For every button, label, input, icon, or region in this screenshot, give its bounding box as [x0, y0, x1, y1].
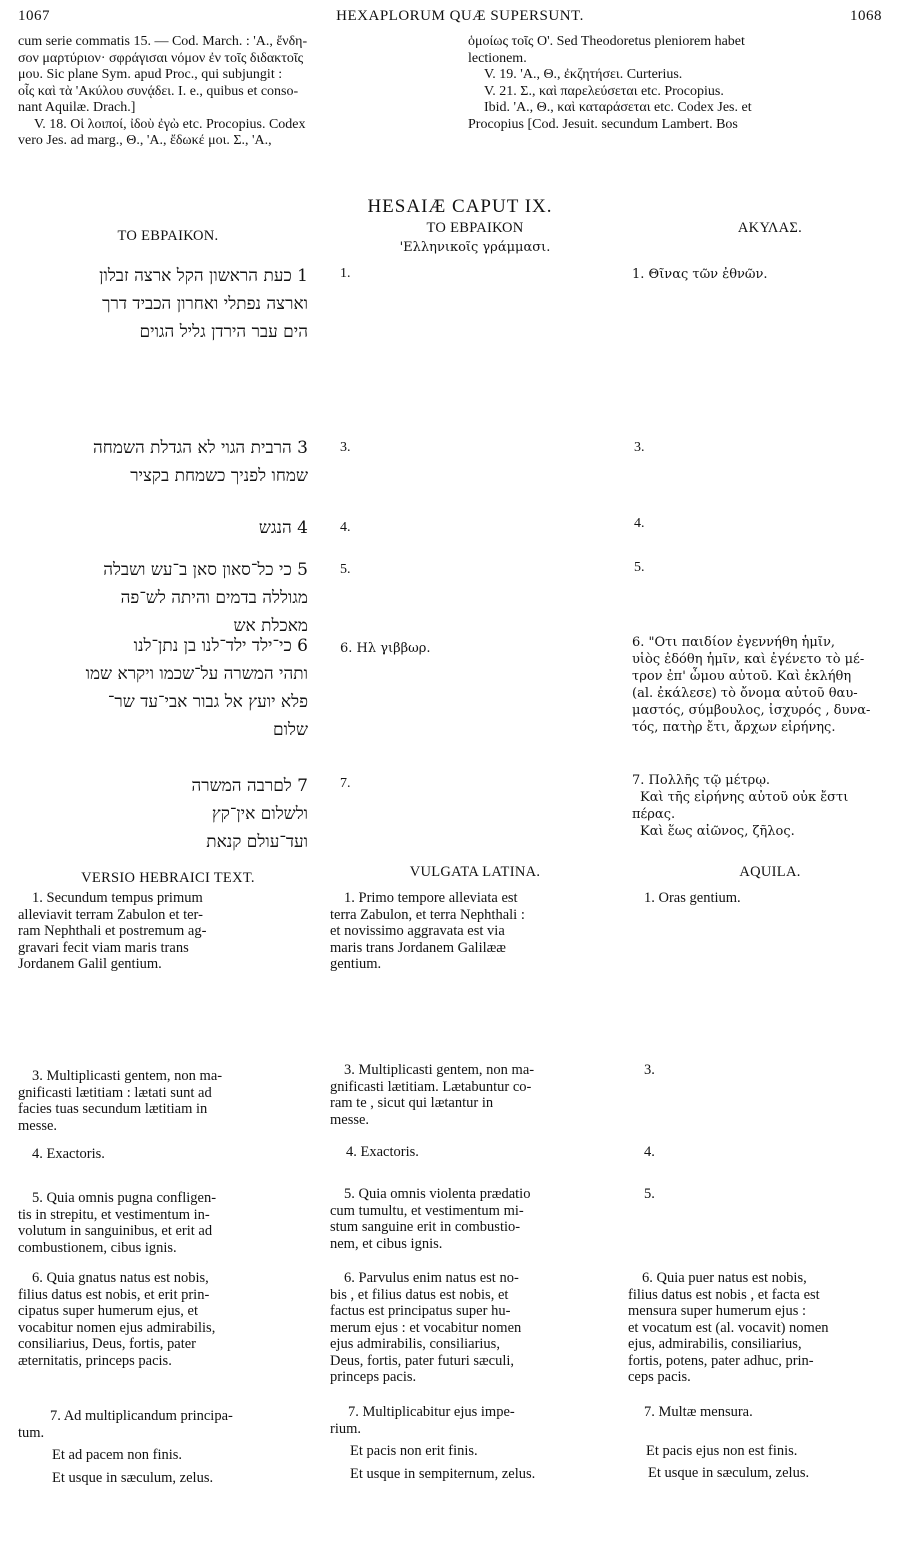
column-head-transliteration: ΤΟ ΕΒΡΑΙΚΟΝ [426, 220, 524, 236]
note-line: lectionem. [468, 50, 527, 66]
note-line: vero Jes. ad marg., Θ., 'A., ἔδωκέ μοι. Σ., 'A., [18, 133, 272, 148]
aquila-verse-5: 5. [634, 560, 645, 575]
translit-verse-7: 7. [340, 776, 351, 791]
aquila-latin-v6: 6. Quia puer natus est nobis, filius datus est nobis , et facta est mensura super humerum ejus : et vocatum est (al. vocavit) nomen ejus, admirabilis, consiliarius, fortis, potens, pater adhuc, prin- ceps pacis. [628, 1270, 829, 1385]
vulgata-latin-v6: 6. Parvulus enim natus est no- bis , et filius datus est nobis, et factus est principatus super hu- merum ejus : et vocabitur nomen ejus admirabilis, consiliarius, Deus, fortis, pater futuri sæculi, princeps pacis. [330, 1270, 522, 1385]
column-head-aquila-latin: AQUILA. [739, 864, 801, 880]
aquila-latin-v7: 7. Multæ mensura. Et pacis ejus non est finis. Et usque in sæculum, zelus. [644, 1404, 810, 1481]
aquila-verse-7: 7. Πολλῆς τῷ μέτρῳ. Καὶ τῆς εἰρήνης αὐτοῦ οὐκ ἔστι πέρας. Καὶ ἕως αἰῶνος, ζῆλος. [632, 773, 849, 839]
translit-verse-5: 5. [340, 562, 351, 577]
translit-verse-3: 3. [340, 440, 351, 455]
column-head-versio-hebraici: VERSIO HEBRAICI TEXT. [81, 870, 255, 886]
aquila-verse-1: 1. Θῖνας τῶν ἐθνῶν. [632, 267, 768, 282]
hebrew-verse-1: 1 כעת הראשון הקל ארצה זבלון וארצה נפתלי ואחרון הכביד דרך הים עבר הירדן גליל הגוים [99, 266, 308, 342]
note-line: Procopius [Cod. Jesuit. secundum Lambert. Bos [468, 116, 738, 132]
hebraici-latin-v5: 5. Quia omnis pugna confligen- tis in strepitu, et vestimentum in- volutum in sanguinibus, et erit ad combustionem, cibus ignis. [18, 1190, 217, 1256]
running-title: HEXAPLORUM QUÆ SUPERSUNT. [336, 8, 584, 24]
vulgata-latin-v4: 4. Exactoris. [346, 1144, 419, 1160]
column-subhead-transliteration: 'Ελληνικοῖς γράμμασι. [399, 240, 551, 255]
aquila-verse-3: 3. [634, 440, 645, 455]
page-number-left: 1067 [18, 8, 50, 24]
column-head-vulgata: VULGATA LATINA. [409, 864, 541, 880]
hebrew-verse-7: 7 לםרבה המשרה ולשלום אין־קץ ועד־עולם קנאת [191, 776, 308, 852]
column-head-hebrew: ΤΟ ΕΒΡΑΙΚΟΝ. [117, 228, 219, 244]
aquila-latin-v5: 5. [644, 1186, 655, 1202]
note-line: V. 21. Σ., καὶ παρελεύσεται etc. Procopius. [484, 83, 724, 99]
translit-verse-4: 4. [340, 520, 351, 535]
column-head-aquila: ΑΚΥΛΑΣ. [737, 220, 803, 236]
hebraici-latin-v6: 6. Quia gnatus natus est nobis, filius datus est nobis, et erit prin- cipatus super humerum ejus, et vocabitur nomen ejus admirabilis, consiliarius, Deus, fortis, pater æternitatis, princeps pacis. [18, 1270, 216, 1369]
page-number-right: 1068 [850, 8, 882, 24]
translit-verse-1: 1. [340, 266, 351, 281]
hebraici-latin-v7: 7. Ad multiplicandum principa- tum. Et ad pacem non finis. Et usque in sæculum, zelus. [18, 1408, 233, 1486]
note-line: σον μαρτύριον· σφράγισαι νόμον ἐν τοῖς διδακτοῖς [18, 50, 304, 66]
aquila-latin-v1: 1. Oras gentium. [644, 890, 741, 906]
translit-verse-6: 6. Ηλ γιββωρ. [340, 641, 431, 656]
note-line: nant Aquilæ. Drach.] [18, 100, 136, 115]
hebrew-verse-6: 6 כי־ילד ילד־לנו בן נתן־לנו ותהי המשרה על־שכמו ויקרא שמו פלא יועץ אל גבור אבי־עד שר־ שלום [85, 636, 308, 740]
note-line: V. 18. Οἱ λοιποί, ἰδοὺ ἐγὼ etc. Procopius. Codex [34, 116, 306, 132]
aquila-latin-v3: 3. [644, 1062, 655, 1078]
aquila-latin-v4: 4. [644, 1144, 655, 1160]
hebraici-latin-v3: 3. Multiplicasti gentem, non ma- gnificasti lætitiam : lætati sunt ad facies tuas secundum lætitiam in messe. [18, 1068, 223, 1134]
chapter-title: HESAIÆ CAPUT IX. [367, 196, 553, 217]
vulgata-latin-v7: 7. Multiplicabitur ejus impe- rium. Et pacis non erit finis. Et usque in sempiternum, zelus. [330, 1404, 536, 1482]
vulgata-latin-v3: 3. Multiplicasti gentem, non ma- gnificasti lætitiam. Lætabuntur co- ram te , sicut qui lætantur in messe. [330, 1062, 535, 1128]
note-line: οἷς καὶ τὰ 'Ακύλου συνᾴδει. I. e., quibus et conso- [18, 83, 299, 99]
vulgata-latin-v1: 1. Primo tempore alleviata est terra Zabulon, et terra Nephthali : et novissimo aggravata est via maris trans Jordanem Galilææ gentium. [330, 890, 525, 972]
note-line: V. 19. 'A., Θ., ἐκζητήσει. Curterius. [484, 67, 683, 82]
hebrew-verse-4: 4 הנגש [258, 518, 308, 538]
notes-right [468, 34, 908, 133]
hebraici-latin-v4: 4. Exactoris. [32, 1146, 105, 1162]
note-line: cum serie commatis 15. — Cod. March. : 'A., ἔνδη- [18, 34, 308, 49]
notes-left [18, 34, 448, 150]
aquila-verse-4: 4. [634, 516, 645, 531]
hebrew-verse-3: 3 הרבית הגוי לא הגדלת השמחה שמחו לפניך כשמחת בקציר [93, 438, 308, 486]
aquila-verse-6: 6. "Οτι παιδίον ἐγεννήθη ἡμῖν, υἱὸς ἐδόθη ἡμῖν, καὶ ἐγένετο τὸ μέ- τρον ἐπ' ὦμου αὐτοῦ. Καὶ ἐκλήθη (al. ἐκάλεσε) τὸ ὄνομα αὐτοῦ θαυ- μαστός, σύμβουλος, ἰσχυρός , δυνα- τός, πατὴρ ἔτι, ἄρχων εἰρήνης. [632, 635, 871, 735]
vulgata-latin-v5: 5. Quia omnis violenta prædatio cum tumultu, et vestimentum mi- stum sanguine erit in combustio- nem, et cibus ignis. [330, 1186, 531, 1252]
note-line: μου. Sic plane Sym. apud Proc., qui subjungit : [18, 67, 283, 82]
note-line: Ibid. 'A., Θ., καὶ καταράσεται etc. Codex Jes. et [484, 100, 752, 115]
hebraici-latin-v1: 1. Secundum tempus primum alleviavit terram Zabulon et ter- ram Nephthali et postremum ag- gravari fecit viam maris trans Jordanem Galil gentium. [18, 890, 207, 972]
hebrew-verse-5: 5 כי כל־סאון סאן ב־עש ושבלה מגוללה בדמים והיתה לש־פה מאכלת אש [103, 560, 308, 636]
note-line: ὁμοίως τοῖς Ο'. Sed Theodoretus pleniorem habet [468, 34, 745, 49]
